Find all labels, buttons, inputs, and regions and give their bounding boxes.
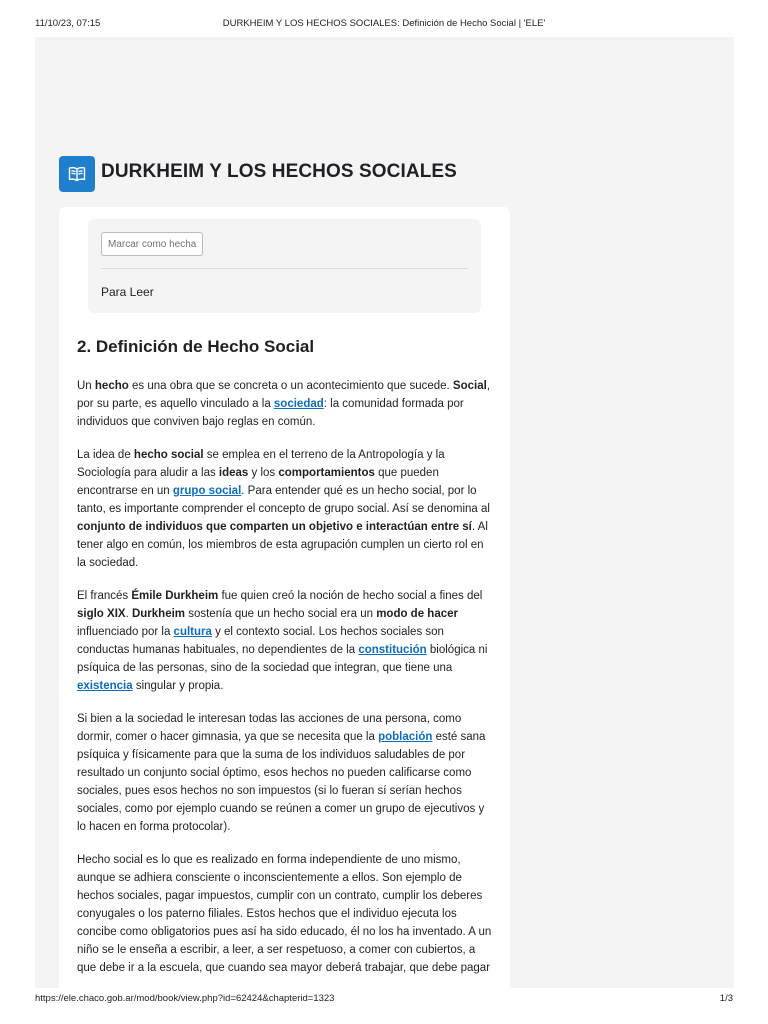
print-footer — [0, 988, 768, 1024]
text: Hecho social es lo que es realizado en forma independiente de uno mismo, aunque se adhiera consciente o inconscientemente a ellos. Son ejemplo de hechos sociales, pagar impuestos, cumplir con un contrato, cumplir los deberes conyugales o los paterno filiales. Estos hechos que el individuo ejecuta los concibe como obligatorios pues así ha sido educado, él no los ha inventado. A un niño se le enseña a escribir, a leer, a ser respetuoso, a comer con cubiertos, a que debe ir a la escuela, que cuando sea mayor deberá trabajar, que debe pagar — [77, 854, 492, 974]
paragraph-1 — [77, 377, 495, 431]
mark-as-done-button[interactable]: Marcar como hecha — [101, 232, 203, 256]
bold-term: Durkheim — [131, 608, 186, 620]
link-poblacion[interactable]: población — [378, 731, 433, 743]
print-url: https://ele.chaco.gob.ar/mod/book/view.php?id=62424&chapterid=1323 — [35, 993, 335, 1004]
bold-term: hecho — [94, 380, 129, 392]
print-header — [0, 0, 768, 36]
text: influenciado por la — [77, 626, 174, 638]
chapter-content — [77, 377, 495, 988]
page-background — [35, 37, 734, 988]
text: El francés — [77, 590, 132, 602]
link-cultura[interactable]: cultura — [173, 626, 212, 638]
bold-term: modo de hacer — [376, 608, 458, 620]
activity-information — [88, 219, 481, 313]
text: que pueden encontrarse en un — [77, 467, 439, 497]
bold-term: hecho social — [133, 449, 204, 461]
bold-term: comportamientos — [278, 467, 375, 479]
bold-term: ideas — [218, 467, 249, 479]
link-grupo-social[interactable]: grupo social — [172, 485, 242, 497]
bold-term: siglo XIX — [77, 608, 126, 620]
chapter-title: 2. Definición de Hecho Social — [77, 337, 315, 356]
paragraph-3 — [77, 587, 495, 695]
print-page-number: 1/3 — [719, 993, 733, 1004]
page-title: DURKHEIM Y LOS HECHOS SOCIALES — [101, 161, 457, 182]
text: se emplea en el terreno de la Antropología y la Sociología para aludir a las — [77, 449, 445, 479]
text: : la comunidad formada por individuos que conviven bajo reglas en común. — [77, 398, 464, 428]
content-card — [59, 207, 510, 988]
link-constitucion[interactable]: constitución — [358, 644, 427, 656]
paragraph-2 — [77, 446, 495, 572]
text: . Al tener algo en común, los miembros de esta agrupación cumplen un cierto rol en la sociedad. — [77, 521, 488, 569]
book-heading — [59, 152, 457, 192]
bold-term: conjunto de individuos que comparten un objetivo e interactúan entre sí — [77, 521, 472, 533]
text: fue quien creó la noción de hecho social a fines del — [218, 590, 483, 602]
text: . Para entender qué es un hecho social, por lo tanto, es importante comprender el concepto de grupo social. Así se denomina al — [77, 485, 490, 515]
paragraph-5 — [77, 851, 495, 977]
divider — [101, 268, 468, 269]
text: sostenía que un hecho social era un — [185, 608, 377, 620]
text: . — [125, 608, 132, 620]
text: y el contexto social. Los hechos sociales son conductas humanas habituales, no dependientes de la — [77, 626, 444, 656]
text: es una obra que se concreta o un acontecimiento que sucede. — [128, 380, 453, 392]
bold-term: Social — [452, 380, 487, 392]
text: biológica ni psíquica de las personas, sino de la sociedad que integran, que tiene una — [77, 644, 488, 674]
paragraph-4 — [77, 710, 495, 836]
text: y los — [248, 467, 279, 479]
text: La idea de — [77, 449, 134, 461]
text: Un — [77, 380, 95, 392]
link-sociedad[interactable]: sociedad — [273, 398, 324, 410]
text: , por su parte, es aquello vinculado a la — [77, 380, 491, 410]
print-document-title: DURKHEIM Y LOS HECHOS SOCIALES: Definición de Hecho Social | 'ELE' — [222, 18, 546, 29]
text: esté sana psíquica y físicamente para que la suma de los individuos saludables de por resultado un conjunto social óptimo, esos hechos no pueden calificarse como sociales, pues esos hechos no son impuestos (si lo fueran sí serían hechos sociales, como por ejemplo cuando se reúnen a comer un grupo de ejecutivos y lo hacen en forma protocolar). — [77, 731, 486, 833]
book-icon — [59, 156, 95, 192]
activity-type-label: Para Leer — [101, 285, 154, 299]
text: Si bien a la sociedad le interesan todas las acciones de una persona, como dormir, comer o hacer gimnasia, ya que se necesita que la — [77, 713, 462, 743]
print-datetime: 11/10/23, 07:15 — [35, 18, 101, 29]
link-existencia[interactable]: existencia — [77, 680, 133, 692]
bold-term: Émile Durkheim — [131, 590, 219, 602]
text: singular y propia. — [132, 680, 224, 692]
